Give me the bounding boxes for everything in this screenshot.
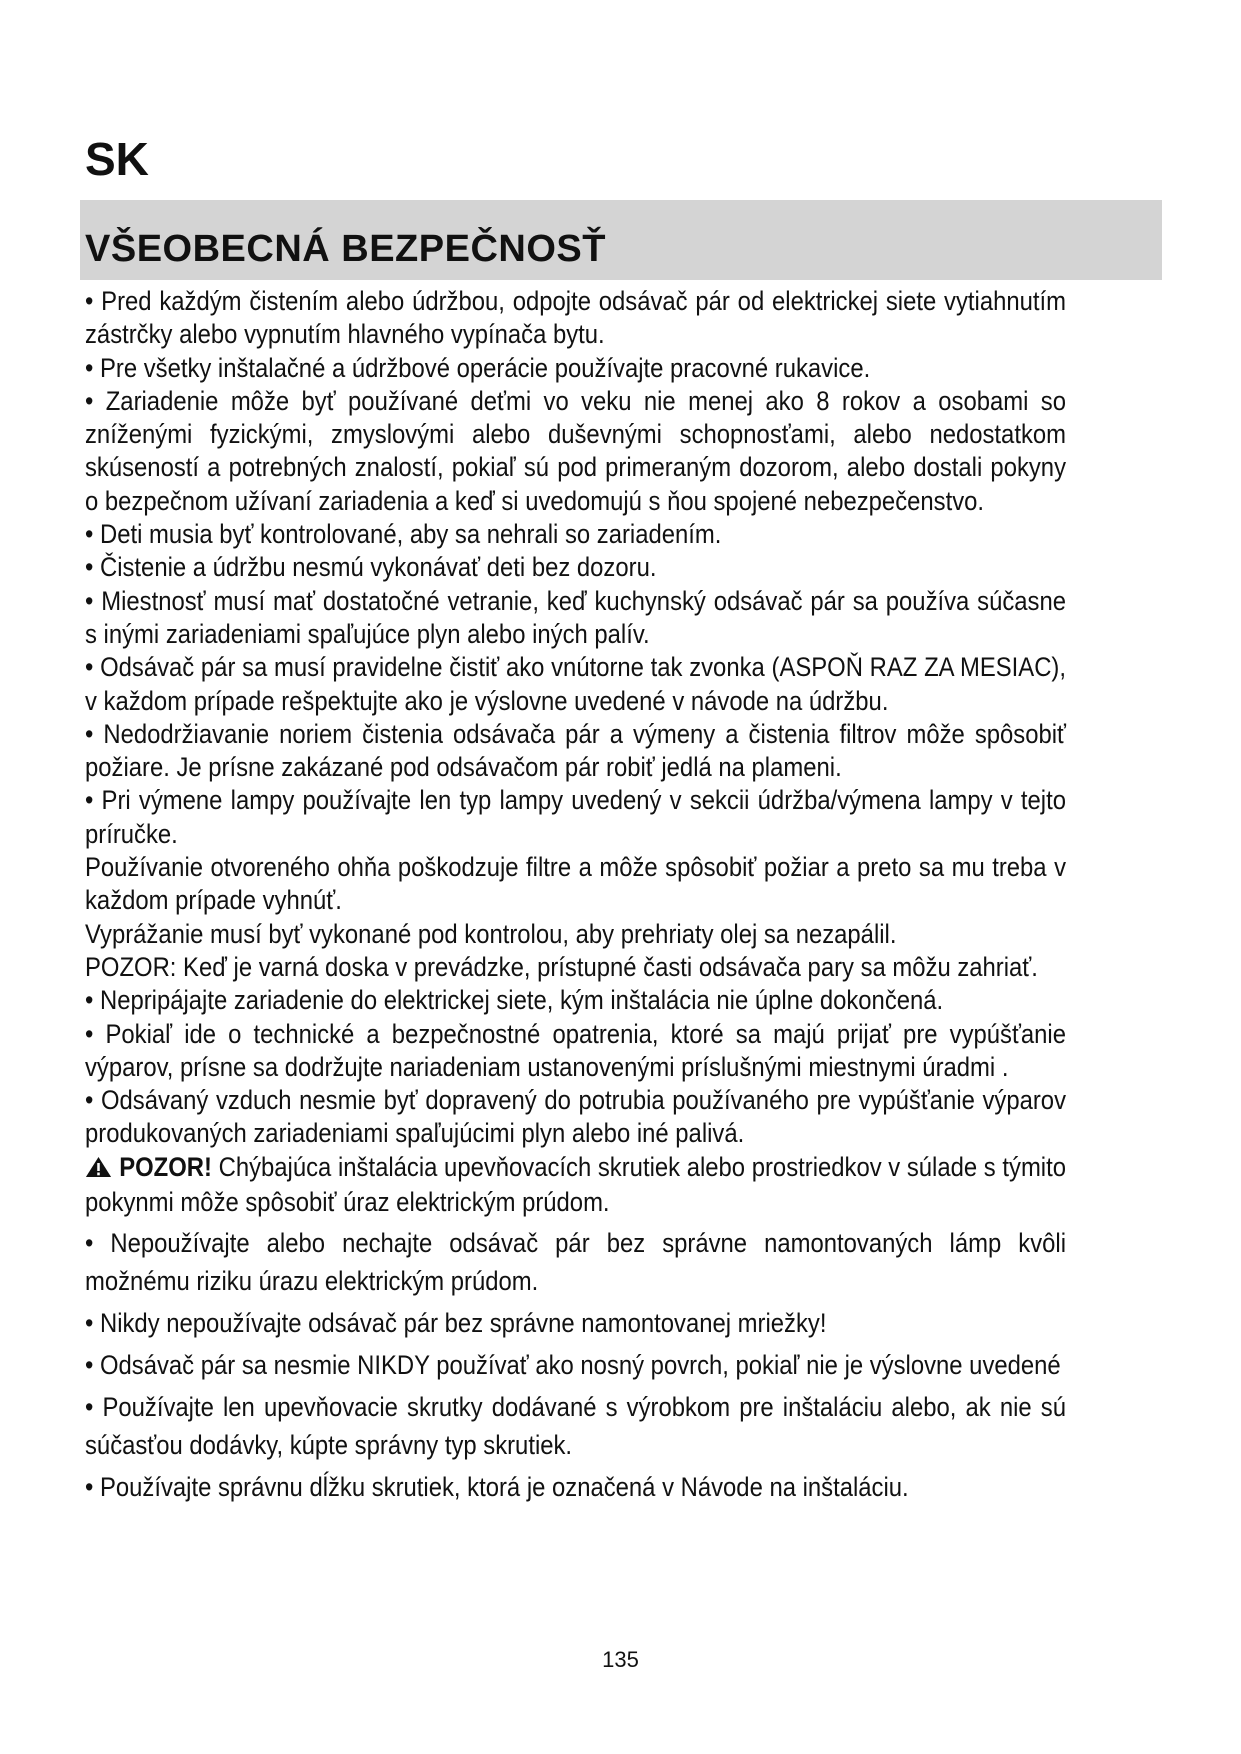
section-title: VŠEOBECNÁ BEZPEČNOSŤ <box>85 228 606 270</box>
paragraph: • Odsávaný vzduch nesmie byť dopravený do potrubia používaného pre vypúšťanie výparov produkovaných zariadeniami spaľujúcimi plyn alebo iné palivá. <box>85 1085 1066 1149</box>
warning-triangle-icon <box>85 1153 112 1186</box>
paragraph: • Zariadenie môže byť používané deťmi vo veku nie menej ako 8 rokov a osobami so zníženými fyzickými, zmyslovými alebo duševnými schopnosťami, alebo nedostatkom skúseností a potrebných znalostí, pokiaľ sú pod primeraným dozorom, alebo dostali pokyny o bezpečnom užívaní zariadenia a keď si uvedomujú s ňou spojené nebezpečenstvo. <box>85 385 1066 516</box>
paragraph: • Pred každým čistením alebo údržbou, odpojte odsávač pár od elektrickej siete vytiahnutím zástrčky alebo vypnutím hlavného vypínača bytu. <box>85 286 1066 350</box>
paragraph: • Čistenie a údržbu nesmú vykonávať deti bez dozoru. <box>85 552 657 583</box>
paragraph: • Nedodržiavanie noriem čistenia odsávača pár a výmeny a čistenia filtrov môže spôsobiť požiare. Je prísne zakázané pod odsávačom pár robiť jedlá na plameni. <box>85 718 1066 783</box>
paragraph: • Nikdy nepoužívajte odsávač pár bez správne namontovanej mriežky! <box>85 1308 827 1339</box>
paragraph: • Nepoužívajte alebo nechajte odsávač pár bez správne namontovaných lámp kvôli možnému riziku úrazu elektrickým prúdom. <box>85 1228 1066 1297</box>
paragraph: Vyprážanie musí byť vykonané pod kontrolou, aby prehriaty olej sa nezapálil. <box>85 918 897 949</box>
paragraph: POZOR: Keď je varná doska v prevádzke, prístupné časti odsávača pary sa môžu zahriať. <box>85 951 1038 982</box>
paragraph: Používanie otvoreného ohňa poškodzuje filtre a môže spôsobiť požiar a preto sa mu treba v každom prípade vyhnúť. <box>85 852 1066 916</box>
warning-paragraph <box>85 1151 1066 1220</box>
paragraph: • Pre všetky inštalačné a údržbové operácie používajte pracovné rukavice. <box>85 352 871 383</box>
warning-label: POZOR! <box>119 1151 212 1182</box>
paragraph: • Pokiaľ ide o technické a bezpečnostné opatrenia, ktoré sa majú prijať pre vypúšťanie výparov, prísne sa dodržujte nariadeniam ustanovenými príslušnými miestnymi úradmi . <box>85 1018 1066 1082</box>
language-code: SK <box>85 133 149 185</box>
paragraph: • Nepripájajte zariadenie do elektrickej siete, kým inštalácia nie úplne dokončená. <box>85 985 944 1016</box>
paragraph: • Používajte správnu dĺžku skrutiek, ktorá je označená v Návode na inštaláciu. <box>85 1472 909 1503</box>
paragraph: • Deti musia byť kontrolované, aby sa nehrali so zariadením. <box>85 519 722 550</box>
paragraph: • Miestnosť musí mať dostatočné vetranie, keď kuchynský odsávač pár sa používa súčasne s inými zariadeniami spaľujúce plyn alebo iných palív. <box>85 585 1066 649</box>
paragraph: • Pri výmene lampy používajte len typ lampy uvedený v sekcii údržba/výmena lampy v tejto príručke. <box>85 785 1066 849</box>
page-number: 135 <box>602 1647 639 1672</box>
paragraph: • Používajte len upevňovacie skrutky dodávané s výrobkom pre inštaláciu alebo, ak nie sú súčasťou dodávky, kúpte správny typ skrutiek. <box>85 1392 1066 1461</box>
paragraph: • Odsávač pár sa nesmie NIKDY používať ako nosný povrch, pokiaľ nie je výslovne uvedené <box>85 1350 1061 1381</box>
warning-text: Chýbajúca inštalácia upevňovacích skrutiek alebo prostriedkov v súlade s týmito pokynmi môže spôsobiť úraz elektrickým prúdom. <box>85 1151 1066 1218</box>
paragraph: • Odsávač pár sa musí pravidelne čistiť ako vnútorne tak zvonka (ASPOŇ RAZ ZA MESIAC), v každom prípade rešpektujte ako je výslovne uvedené v návode na údržbu. <box>85 652 1066 716</box>
safety-text-body <box>85 285 1066 1506</box>
